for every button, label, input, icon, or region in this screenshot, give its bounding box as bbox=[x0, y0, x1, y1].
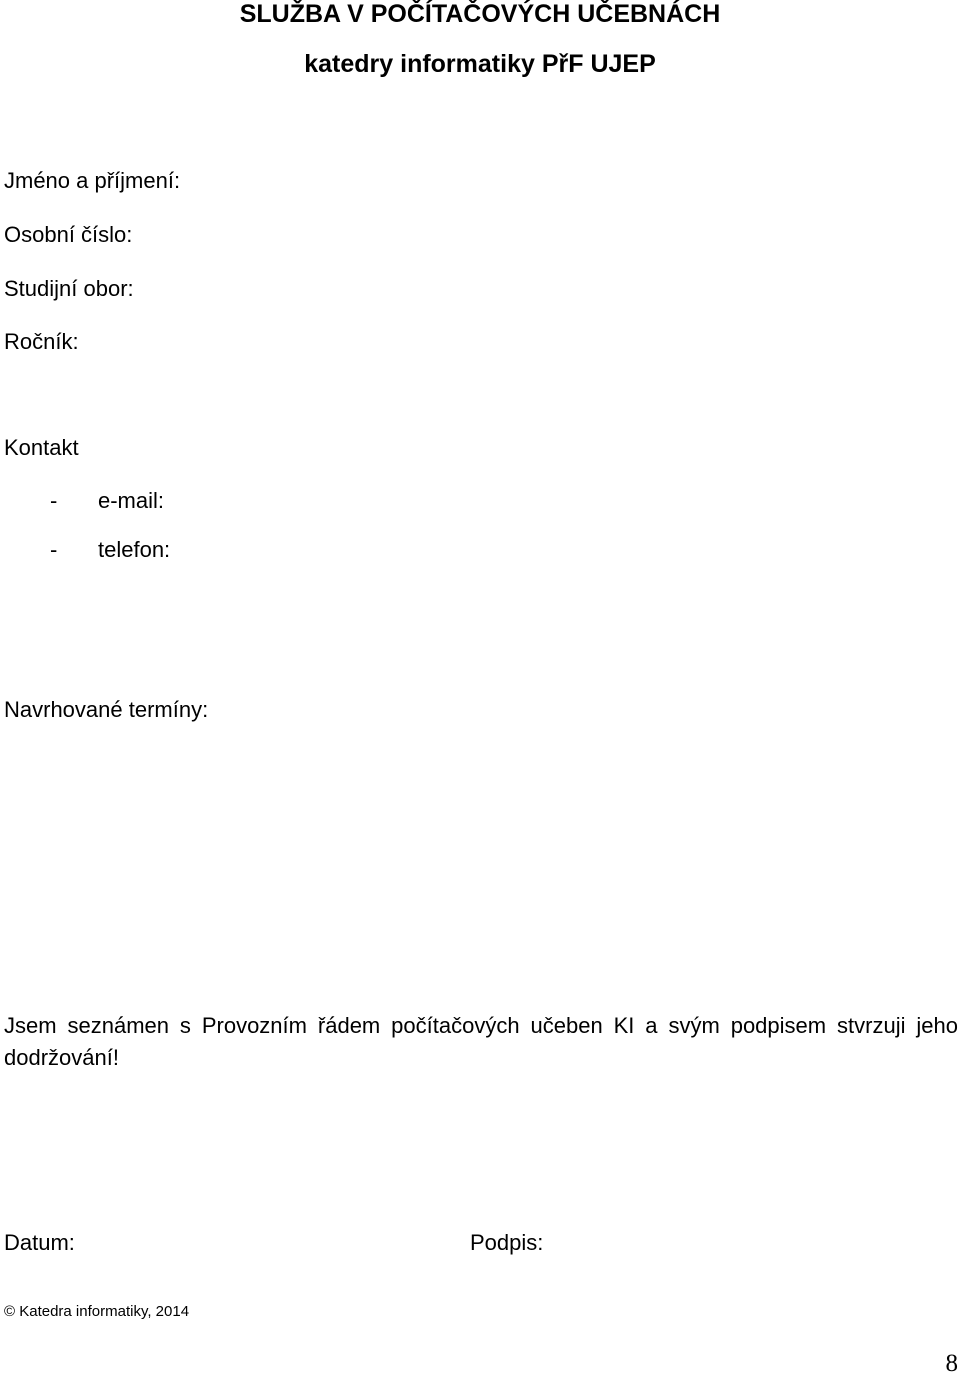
name-field-label: Jméno a příjmení: bbox=[4, 168, 181, 193]
phone-field-label: telefon: bbox=[98, 537, 171, 562]
form-subtitle: katedry informatiky PřF UJEP bbox=[304, 50, 656, 78]
signature-label: Podpis: bbox=[470, 1230, 544, 1255]
form-title: SLUŽBA V POČÍTAČOVÝCH UČEBNÁCH bbox=[239, 0, 721, 28]
date-label: Datum: bbox=[4, 1230, 75, 1255]
page-number: 8 bbox=[945, 1350, 958, 1377]
declaration-text: Jsem seznámen s Provozním řádem počítačových učeben KI a svým podpisem stvrzuji jeho dodržování! bbox=[4, 1013, 958, 1070]
list-bullet: - bbox=[50, 537, 58, 562]
study-field-label: Studijní obor: bbox=[4, 276, 134, 301]
footer-copyright: © Katedra informatiky, 2014 bbox=[4, 1303, 190, 1320]
email-field-label: e-mail: bbox=[98, 488, 165, 513]
proposed-dates-label: Navrhované termíny: bbox=[4, 697, 209, 722]
list-bullet: - bbox=[50, 488, 58, 513]
contact-heading: Kontakt bbox=[4, 435, 79, 460]
student-id-field-label: Osobní číslo: bbox=[4, 222, 133, 247]
year-field-label: Ročník: bbox=[4, 329, 79, 354]
